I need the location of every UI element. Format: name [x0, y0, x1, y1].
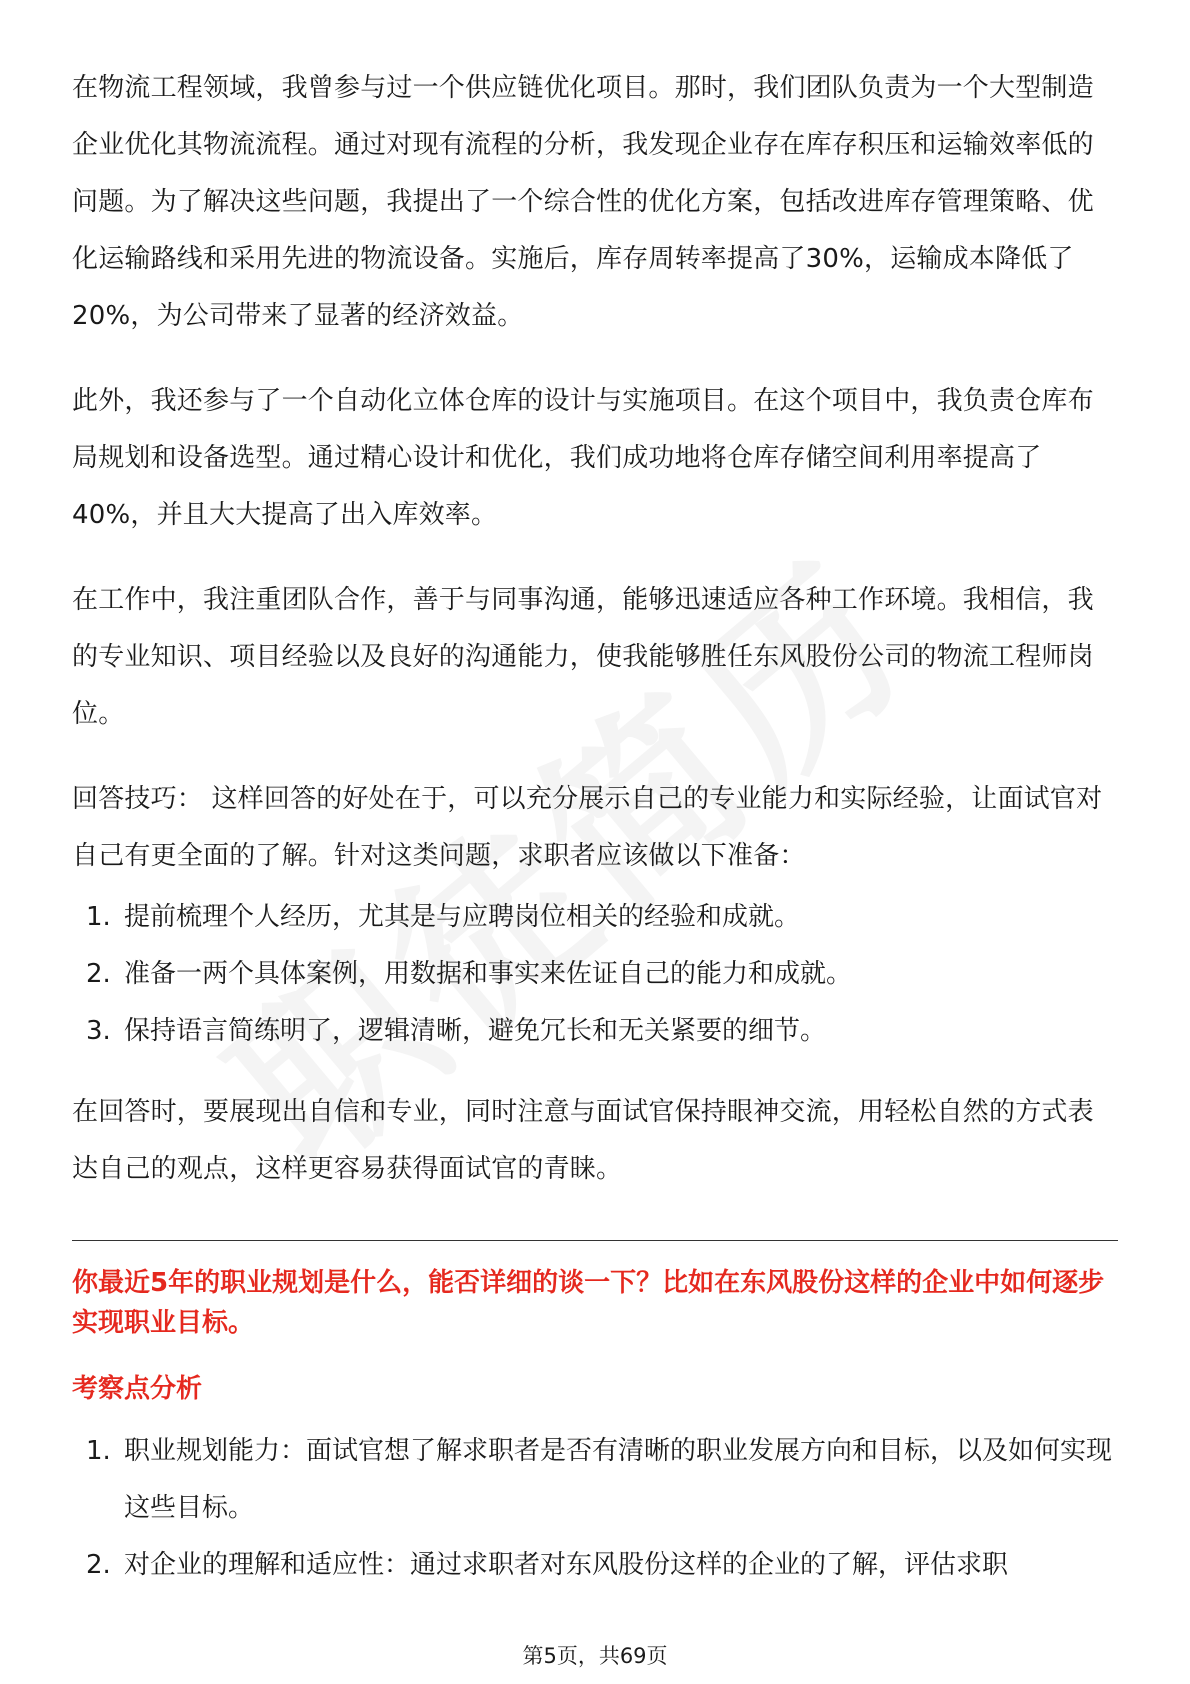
paragraph-warehouse-project: 此外，我还参与了一个自动化立体仓库的设计与实施项目。在这个项目中，我负责仓库布局规划和设备选型。通过精心设计和优化，我们成功地将仓库存储空间利用率提高了40%，并且大大提高了出入库效率。 — [72, 386, 1094, 530]
paragraph-closing: 在回答时，要展现出自信和专业，同时注意与面试官保持眼神交流，用轻松自然的方式表达自己的观点，这样更容易获得面试官的青睐。 — [72, 1097, 1094, 1184]
list-item — [72, 1537, 1118, 1594]
list-text: 对企业的理解和适应性：通过求职者对东风股份这样的企业的了解，评估求职 — [124, 1550, 1009, 1580]
paragraph-logistics-project: 在物流工程领域，我曾参与过一个供应链优化项目。那时，我们团队负责为一个大型制造企业优化其物流流程。通过对现有流程的分析，我发现企业存在库存积压和运输效率低的问题。为了解决这些问题，我提出了一个综合性的优化方案，包括改进库存管理策略、优化运输路线和采用先进的物流设备。实施后，库存周转率提高了30%，运输成本降低了20%，为公司带来了显著的经济效益。 — [72, 73, 1094, 331]
list-number: 1. — [86, 1436, 111, 1466]
page-footer: 第5页，共69页 — [522, 1644, 668, 1668]
list-text: 职业规划能力：面试官想了解求职者是否有清晰的职业发展方向和目标，以及如何实现这些目标。 — [124, 1436, 1113, 1523]
list-item — [72, 889, 1118, 946]
list-item — [72, 1003, 1118, 1060]
analysis-list — [72, 1423, 1118, 1594]
list-text: 准备一两个具体案例，用数据和事实来佐证自己的能力和成就。 — [124, 959, 853, 989]
list-number: 2. — [86, 959, 111, 989]
list-text: 提前梳理个人经历，尤其是与应聘岗位相关的经验和成就。 — [124, 902, 801, 932]
list-item — [72, 946, 1118, 1003]
section-title-analysis: 考察点分析 — [72, 1374, 203, 1404]
list-text: 保持语言简练明了，逻辑清晰，避免冗长和无关紧要的细节。 — [124, 1016, 827, 1046]
interview-question: 你最近5年的职业规划是什么，能否详细的谈一下？比如在东风股份这样的企业中如何逐步实现职业目标。 — [72, 1268, 1105, 1338]
paragraph-teamwork: 在工作中，我注重团队合作，善于与同事沟通，能够迅速适应各种工作环境。我相信，我的专业知识、项目经验以及良好的沟通能力，使我能够胜任东风股份公司的物流工程师岗位。 — [72, 585, 1094, 729]
paragraph-answer-tips: 回答技巧： 这样回答的好处在于，可以充分展示自己的专业能力和实际经验，让面试官对自己有更全面的了解。针对这类问题，求职者应该做以下准备： — [72, 784, 1103, 871]
document-page — [72, 60, 1118, 1594]
list-item — [72, 1423, 1118, 1537]
section-divider — [72, 1240, 1118, 1241]
list-number: 1. — [86, 902, 111, 932]
tips-list — [72, 889, 1118, 1060]
list-number: 2. — [86, 1550, 111, 1580]
list-number: 3. — [86, 1016, 111, 1046]
